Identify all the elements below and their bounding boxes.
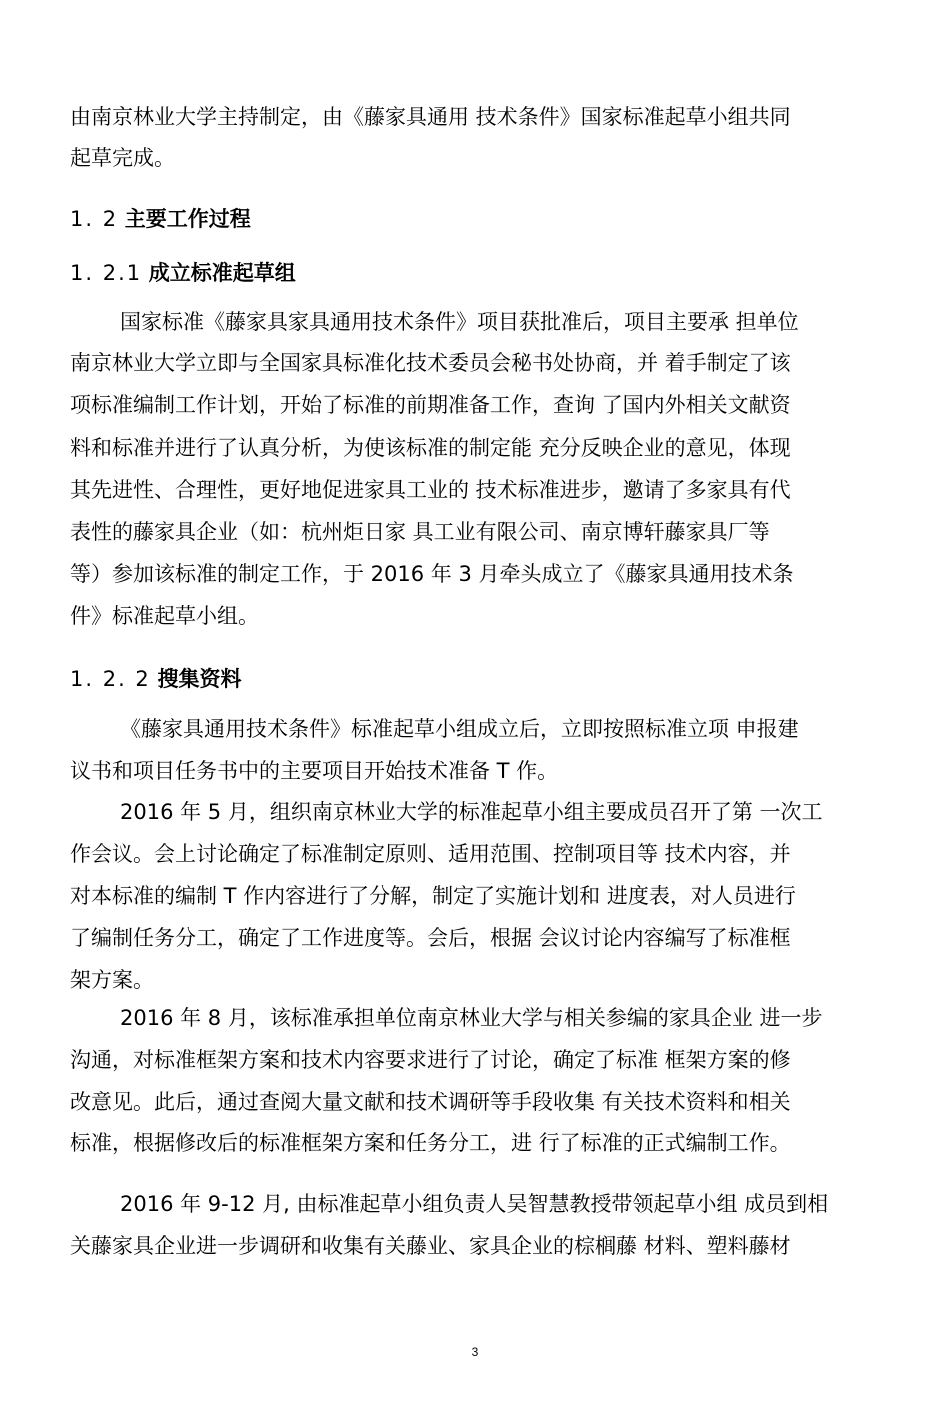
paragraph-line: 2016 年 9-12 月, 由标准起草小组负责人吴智慧教授带领起草小组 成员到相 bbox=[120, 1192, 829, 1216]
paragraph-line: 国家标准《藤家具家具通用技术条件》项目获批准后，项目主要承 担单位 bbox=[120, 310, 799, 334]
paragraph-line: 其先进性、合理性，更好地促进家具工业的 技术标准进步，邀请了多家具有代 bbox=[70, 478, 791, 502]
paragraph-line: 标准，根据修改后的标准框架方案和任务分工，进 行了标准的正式编制工作。 bbox=[70, 1131, 791, 1155]
paragraph-line: 项标准编制工作计划，开始了标准的前期准备工作，查询 了国内外相关文献资 bbox=[70, 393, 791, 417]
paragraph-line: 表性的藤家具企业（如：杭州炬日家 具工业有限公司、南京博轩藤家具厂等 bbox=[70, 520, 770, 544]
intro-line-1: 由南京林业大学主持制定，由《藤家具通用 技术条件》国家标准起草小组共同 bbox=[70, 105, 791, 129]
paragraph-line: 对本标准的编制 T 作内容进行了分解，制定了实施计划和 进度表，对人员进行 bbox=[70, 884, 796, 908]
intro-line-2: 起草完成。 bbox=[70, 146, 175, 170]
section-title: 主要工作过程 bbox=[124, 207, 251, 231]
section-1-2-1-heading bbox=[70, 258, 296, 288]
paragraph-line: 议书和项目任务书中的主要项目开始技术准备 T 作。 bbox=[70, 759, 559, 783]
page-number: 3 bbox=[471, 1345, 479, 1359]
paragraph-line: 等）参加该标准的制定工作，于 2016 年 3 月牵头成立了《藤家具通用技术条 bbox=[70, 562, 794, 586]
paragraph-line: 架方案。 bbox=[70, 968, 154, 992]
paragraph-line: 关藤家具企业进一步调研和收集有关藤业、家具企业的棕榈藤 材料、塑料藤材 bbox=[70, 1234, 791, 1258]
paragraph-line: 沟通，对标准框架方案和技术内容要求进行了讨论，确定了标准 框架方案的修 bbox=[70, 1048, 791, 1072]
section-1-2-2-heading bbox=[70, 664, 241, 694]
section-number: 1. 2.1 bbox=[70, 261, 143, 285]
paragraph-line: 《藤家具通用技术条件》标准起草小组成立后，立即按照标准立项 申报建 bbox=[120, 717, 799, 741]
paragraph-line: 件》标准起草小组。 bbox=[70, 604, 259, 628]
section-1-2-heading bbox=[70, 204, 251, 234]
section-number: 1. 2 bbox=[70, 207, 119, 231]
paragraph-line: 南京林业大学立即与全国家具标准化技术委员会秘书处协商，并 着手制定了该 bbox=[70, 351, 791, 375]
section-number: 1. 2. 2 bbox=[70, 667, 151, 691]
section-title: 成立标准起草组 bbox=[148, 261, 296, 285]
paragraph-line: 改意见。此后，通过查阅大量文献和技术调研等手段收集 有关技术资料和相关 bbox=[70, 1090, 791, 1114]
section-title: 搜集资料 bbox=[157, 667, 242, 691]
paragraph-line: 了编制任务分工，确定了工作进度等。会后，根据 会议讨论内容编写了标准框 bbox=[70, 926, 791, 950]
paragraph-line: 作会议。会上讨论确定了标准制定原则、适用范围、控制项目等 技术内容，并 bbox=[70, 842, 791, 866]
paragraph-line: 料和标准并进行了认真分析，为使该标准的制定能 充分反映企业的意见，体现 bbox=[70, 436, 791, 460]
paragraph-line: 2016 年 8 月，该标准承担单位南京林业大学与相关参编的家具企业 进一步 bbox=[120, 1006, 823, 1030]
paragraph-line: 2016 年 5 月，组织南京林业大学的标准起草小组主要成员召开了第 一次工 bbox=[120, 800, 823, 824]
